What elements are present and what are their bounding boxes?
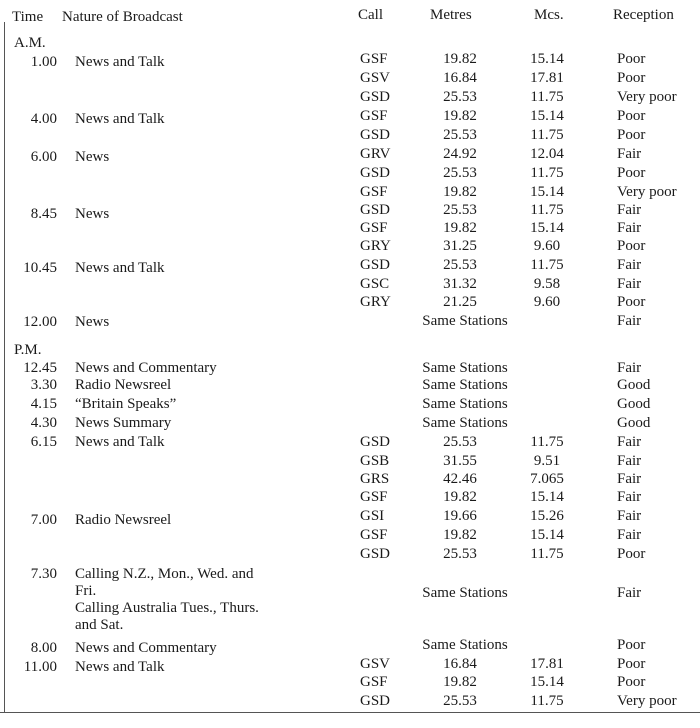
station-call: GSF [360,51,388,67]
station-call: GSD [360,693,391,709]
station-metres: 42.46 [443,471,477,487]
station-reception: Very poor [617,693,677,709]
broadcast-time: 6.15 [30,434,57,450]
station-mcs: 11.75 [530,546,564,562]
broadcast-time: 11.00 [23,659,57,675]
station-metres: 25.53 [443,127,477,143]
section-pm: P.M. [14,342,42,358]
same-stations-label: Same Stations [422,396,508,412]
broadcast-nature: News [75,149,110,165]
station-mcs: 15.14 [530,674,564,690]
station-mcs: 11.75 [530,693,564,709]
station-mcs: 12.04 [530,146,564,162]
station-mcs: 11.75 [530,165,564,181]
station-reception: Good [617,377,651,393]
station-metres: 25.53 [443,434,477,450]
station-reception: Fair [617,508,642,524]
broadcast-time: 12.45 [23,360,57,376]
same-stations-label: Same Stations [422,377,508,393]
section-am: A.M. [14,35,46,51]
same-stations-label: Same Stations [422,637,508,653]
broadcast-nature: News [75,314,110,330]
station-call: GSD [360,202,391,218]
same-stations-label: Same Stations [422,313,508,329]
station-reception: Poor [617,294,646,310]
station-call: GSD [360,257,391,273]
station-mcs: 15.14 [530,527,564,543]
station-call: GSV [360,656,391,672]
station-mcs: 15.14 [530,220,564,236]
station-reception: Poor [617,238,646,254]
station-metres: 25.53 [443,693,477,709]
broadcast-nature: Calling N.Z., Mon., Wed. and [75,566,254,582]
broadcast-time: 10.45 [23,260,57,276]
station-call: GRY [360,238,391,254]
station-reception: Good [617,396,651,412]
station-mcs: 11.75 [530,89,564,105]
station-metres: 19.66 [443,508,477,524]
station-metres: 31.55 [443,453,477,469]
station-metres: 21.25 [443,294,477,310]
station-reception: Fair [617,360,642,376]
station-metres: 25.53 [443,546,477,562]
broadcast-nature: News and Talk [75,659,165,675]
station-reception: Poor [617,108,646,124]
station-mcs: 11.75 [530,127,564,143]
station-reception: Fair [617,489,642,505]
station-metres: 25.53 [443,257,477,273]
station-mcs: 9.51 [533,453,561,469]
station-metres: 31.25 [443,238,477,254]
station-mcs: 15.14 [530,51,564,67]
broadcast-nature: “Britain Speaks” [75,396,177,412]
station-call: GSD [360,89,391,105]
station-mcs: 17.81 [530,656,564,672]
broadcast-nature: News and Commentary [75,360,217,376]
same-stations-label: Same Stations [422,585,508,601]
station-call: GRS [360,471,390,487]
station-reception: Very poor [617,184,677,200]
station-reception: Fair [617,146,642,162]
station-mcs: 9.60 [533,294,561,310]
station-call: GSF [360,184,388,200]
station-call: GRY [360,294,391,310]
station-metres: 25.53 [443,89,477,105]
station-mcs: 15.14 [530,489,564,505]
station-mcs: 7.065 [530,471,564,487]
broadcast-time: 6.00 [30,149,57,165]
broadcast-time: 4.00 [30,111,57,127]
broadcast-nature: News and Talk [75,434,165,450]
station-reception: Fair [617,202,642,218]
station-call: GSC [360,276,390,292]
broadcast-time: 1.00 [30,54,57,70]
station-reception: Very poor [617,89,677,105]
station-reception: Fair [617,453,642,469]
header-time: Time [12,9,44,25]
station-mcs: 17.81 [530,70,564,86]
same-stations-label: Same Stations [422,360,508,376]
station-mcs: 15.14 [530,184,564,200]
station-reception: Fair [617,220,642,236]
broadcast-nature: News and Talk [75,54,165,70]
station-reception: Fair [617,527,642,543]
broadcast-nature: Fri. [75,583,97,599]
station-call: GSI [360,508,385,524]
station-call: GSF [360,220,388,236]
station-reception: Poor [617,165,646,181]
bottom-border-rule [0,712,700,713]
broadcast-nature: News [75,206,110,222]
station-metres: 16.84 [443,656,477,672]
station-call: GSV [360,70,391,86]
broadcast-time: 7.30 [30,566,57,582]
station-call: GSF [360,674,388,690]
broadcast-time: 4.15 [30,396,57,412]
header-metres: Metres [430,7,472,23]
station-call: GSF [360,527,388,543]
broadcast-time: 12.00 [23,314,57,330]
station-reception: Poor [617,546,646,562]
broadcast-nature: Radio Newsreel [75,377,172,393]
station-metres: 19.82 [443,220,477,236]
station-call: GRV [360,146,391,162]
broadcast-time: 4.30 [30,415,57,431]
station-metres: 25.53 [443,202,477,218]
broadcast-nature: News and Commentary [75,640,217,656]
station-reception: Poor [617,70,646,86]
station-reception: Poor [617,51,646,67]
station-metres: 24.92 [443,146,477,162]
broadcast-nature: News and Talk [75,111,165,127]
station-mcs: 9.58 [533,276,561,292]
station-reception: Fair [617,471,642,487]
station-call: GSF [360,108,388,124]
broadcast-time: 7.00 [30,512,57,528]
station-metres: 19.82 [443,527,477,543]
station-metres: 19.82 [443,51,477,67]
station-reception: Fair [617,434,642,450]
station-metres: 25.53 [443,165,477,181]
station-mcs: 11.75 [530,202,564,218]
station-metres: 16.84 [443,70,477,86]
broadcast-nature: News Summary [75,415,172,431]
header-call: Call [358,7,383,23]
station-reception: Poor [617,656,646,672]
station-reception: Fair [617,585,642,601]
station-reception: Good [617,415,651,431]
station-reception: Fair [617,313,642,329]
station-mcs: 9.60 [533,238,561,254]
station-call: GSB [360,453,390,469]
same-stations-label: Same Stations [422,415,508,431]
station-metres: 19.82 [443,108,477,124]
broadcast-time: 8.00 [30,640,57,656]
broadcast-time: 3.30 [30,377,57,393]
station-mcs: 11.75 [530,257,564,273]
broadcast-nature: News and Talk [75,260,165,276]
station-call: GSD [360,546,391,562]
station-mcs: 11.75 [530,434,564,450]
station-reception: Poor [617,674,646,690]
station-reception: Fair [617,257,642,273]
header-reception: Reception [613,7,674,23]
station-call: GSD [360,434,391,450]
station-metres: 19.82 [443,489,477,505]
station-reception: Fair [617,276,642,292]
broadcast-nature: and Sat. [75,617,124,633]
station-metres: 31.32 [443,276,477,292]
broadcast-nature: Radio Newsreel [75,512,172,528]
station-mcs: 15.26 [530,508,564,524]
station-metres: 19.82 [443,184,477,200]
broadcast-nature: Calling Australia Tues., Thurs. [75,600,259,616]
header-mcs: Mcs. [534,7,564,23]
header-nature: Nature of Broadcast [62,9,183,25]
station-reception: Poor [617,637,646,653]
station-call: GSD [360,165,391,181]
station-reception: Poor [617,127,646,143]
station-metres: 19.82 [443,674,477,690]
broadcast-time: 8.45 [30,206,57,222]
station-mcs: 15.14 [530,108,564,124]
station-call: GSF [360,489,388,505]
station-call: GSD [360,127,391,143]
